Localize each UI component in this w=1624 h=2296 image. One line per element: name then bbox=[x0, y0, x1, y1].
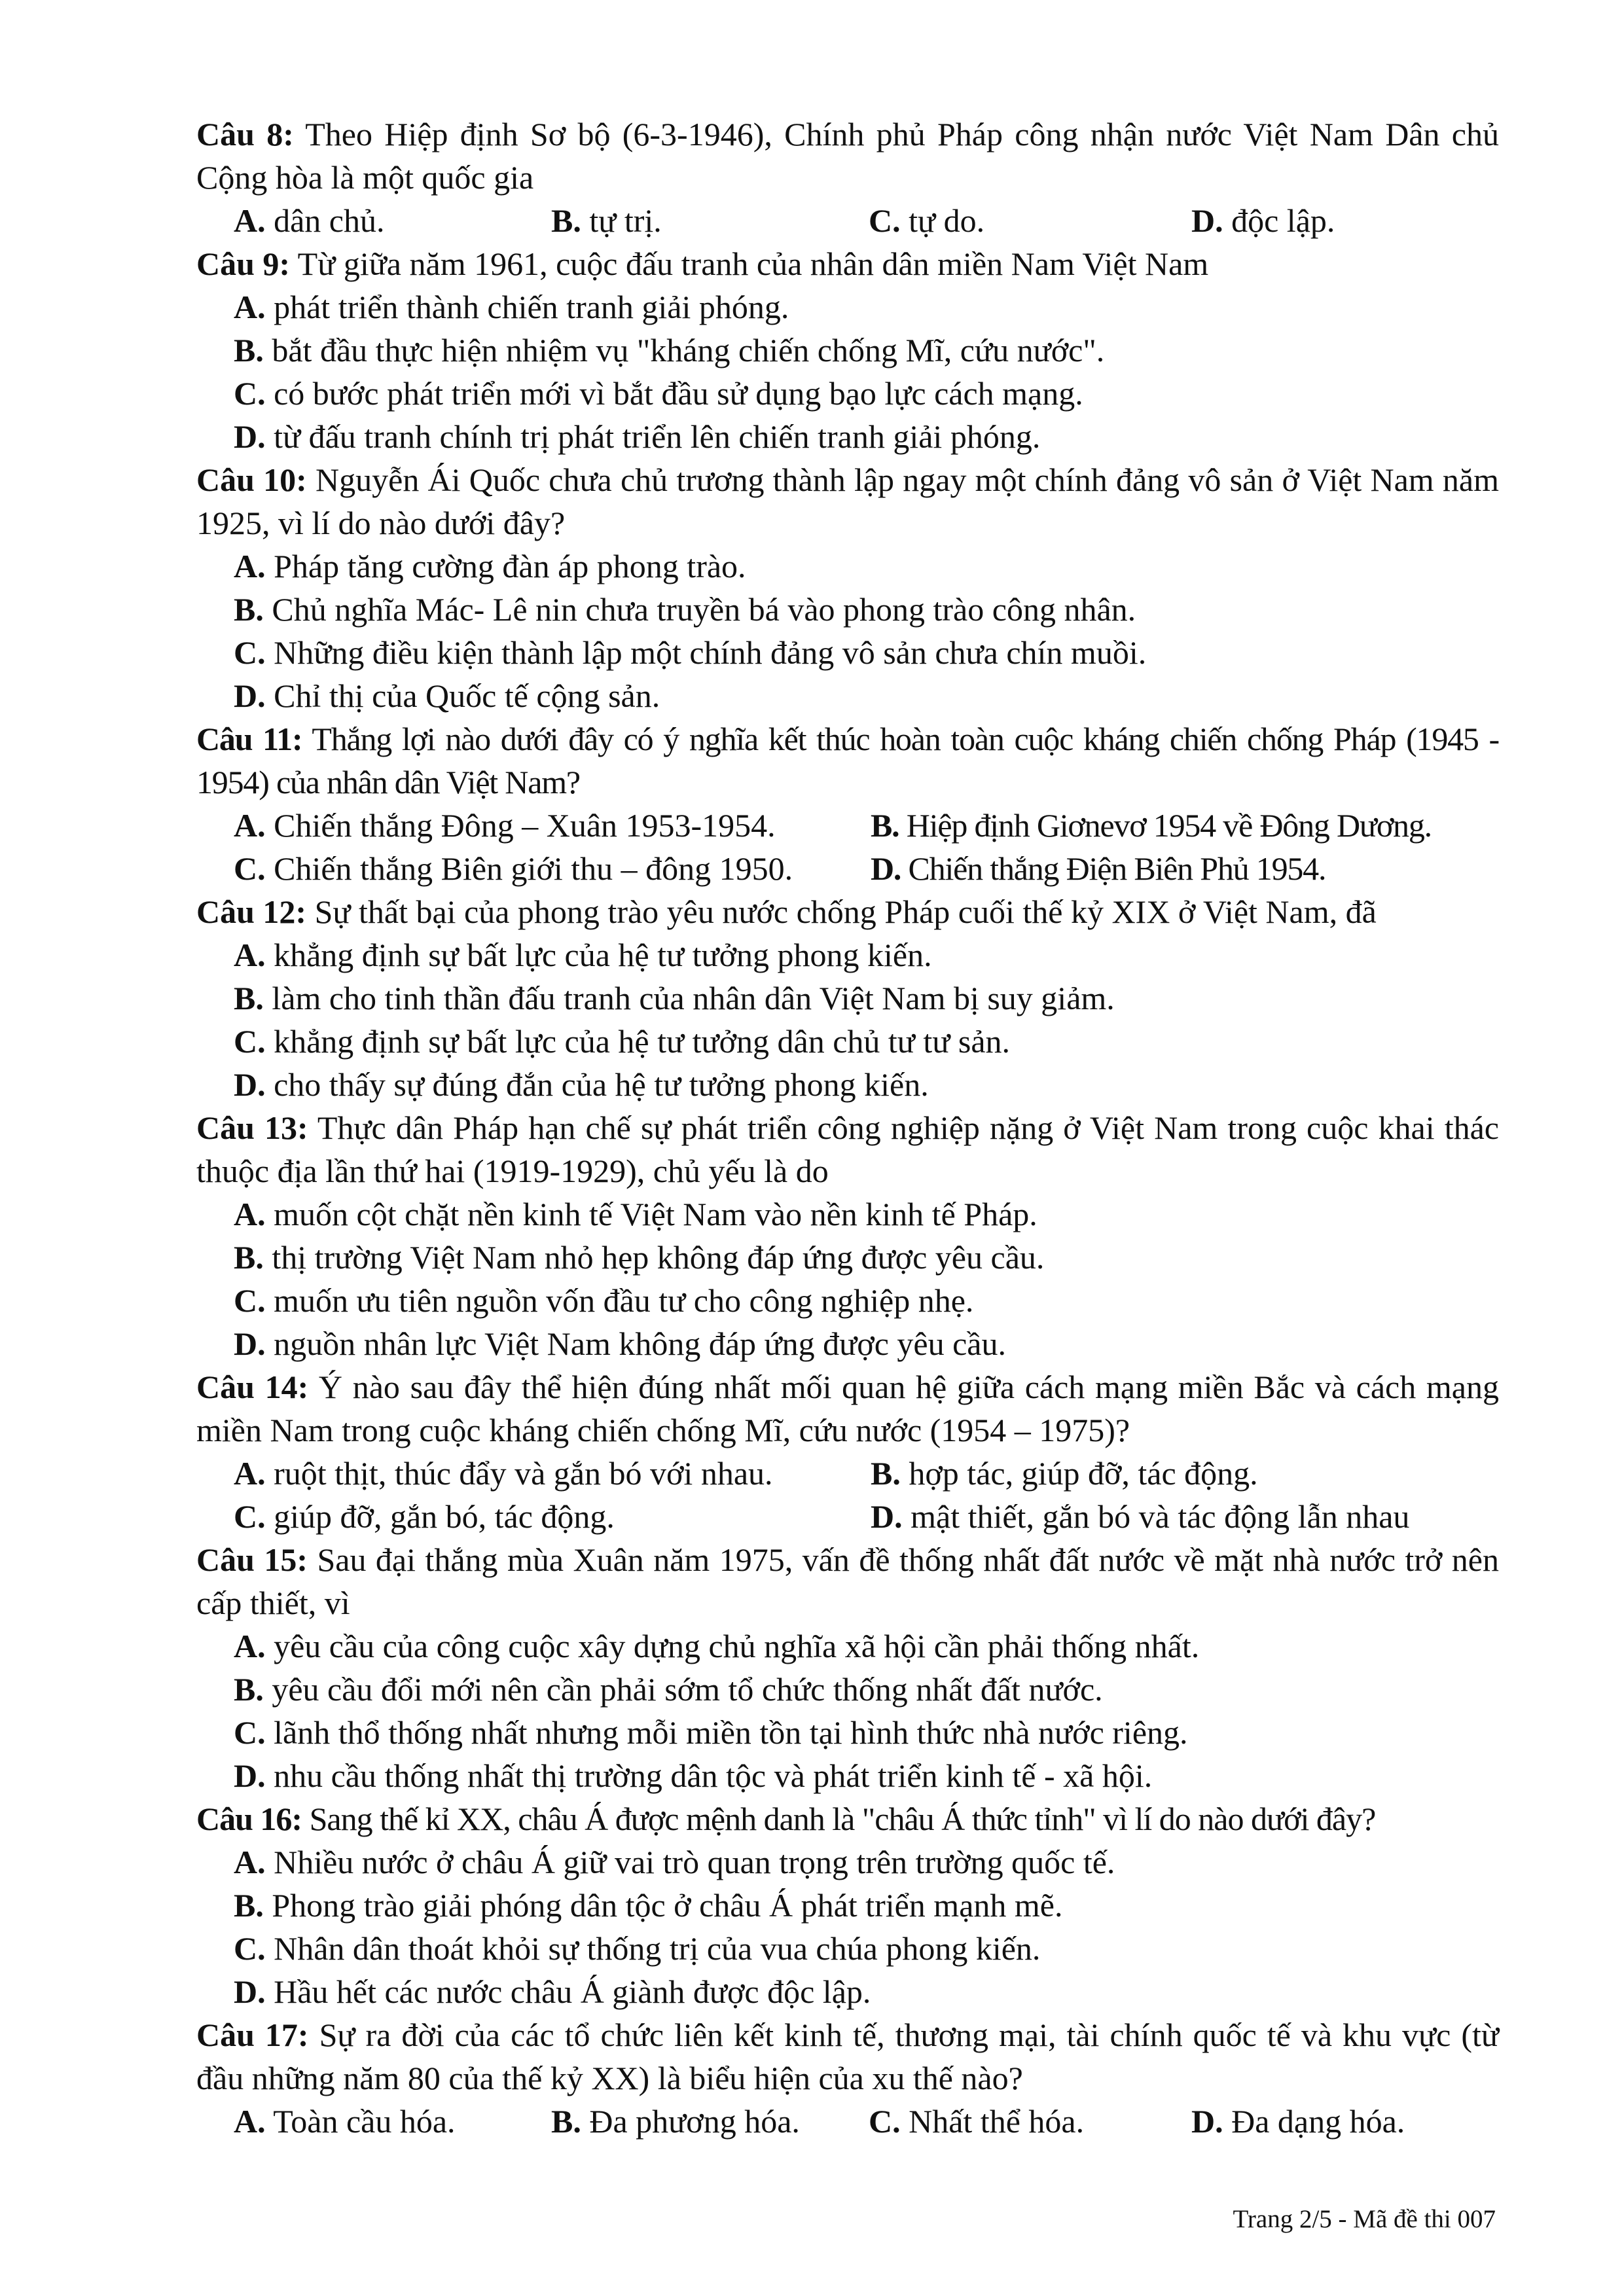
question-text: Thực dân Pháp hạn chế sự phát triển công nghiệp nặng ở Việt Nam trong cuộc khai thác thuộc địa lần thứ hai (1919-1929), chủ yếu là do bbox=[196, 1109, 1499, 1189]
question-15 bbox=[196, 1538, 1499, 1797]
option-a: A. dân chủ. bbox=[234, 202, 385, 239]
question-number: Câu 14: bbox=[196, 1369, 309, 1405]
question-number: Câu 10: bbox=[196, 461, 307, 498]
options-row bbox=[234, 2100, 1499, 2143]
option-c: C. lãnh thổ thống nhất nhưng mỗi miền tồn tại hình thức nhà nước riêng. bbox=[234, 1714, 1188, 1751]
option-d: D. Hầu hết các nước châu Á giành được độc lập. bbox=[234, 1973, 871, 2010]
option-c: C. Những điều kiện thành lập một chính đảng vô sản chưa chín muồi. bbox=[234, 634, 1147, 671]
option-c: C. có bước phát triển mới vì bắt đầu sử dụng bạo lực cách mạng. bbox=[234, 375, 1083, 412]
option-a: A. Chiến thắng Đông – Xuân 1953-1954. bbox=[234, 807, 776, 844]
option-b: B. tự trị. bbox=[551, 202, 662, 239]
question-10 bbox=[196, 458, 1499, 717]
option-a: A. muốn cột chặt nền kinh tế Việt Nam vào nền kinh tế Pháp. bbox=[234, 1196, 1038, 1232]
option-d: D. độc lập. bbox=[1191, 202, 1335, 239]
page-footer: Trang 2/5 - Mã đề thi 007 bbox=[1233, 2205, 1496, 2233]
option-d: D. Chỉ thị của Quốc tế cộng sản. bbox=[234, 677, 660, 714]
option-a: A. phát triển thành chiến tranh giải phóng. bbox=[234, 289, 789, 325]
option-b: B. hợp tác, giúp đỡ, tác động. bbox=[871, 1455, 1258, 1492]
option-d: D. từ đấu tranh chính trị phát triển lên chiến tranh giải phóng. bbox=[234, 418, 1041, 455]
question-number: Câu 17: bbox=[196, 2017, 309, 2053]
option-b: B. Đa phương hóa. bbox=[551, 2103, 800, 2140]
option-c: C. khẳng định sự bất lực của hệ tư tưởng dân chủ tư tư sản. bbox=[234, 1023, 1011, 1060]
option-c: C. muốn ưu tiên nguồn vốn đầu tư cho công nghiệp nhẹ. bbox=[234, 1282, 974, 1319]
question-11 bbox=[196, 717, 1499, 890]
question-9 bbox=[196, 242, 1499, 458]
options-stack bbox=[234, 933, 1499, 1106]
option-a: A. Pháp tăng cường đàn áp phong trào. bbox=[234, 548, 746, 584]
question-14 bbox=[196, 1365, 1499, 1538]
question-text: Thắng lợi nào dưới đây có ý nghĩa kết thúc hoàn toàn cuộc kháng chiến chống Pháp (1945 - 1954) của nhân dân Việt Nam? bbox=[196, 721, 1499, 800]
question-text: Sau đại thắng mùa Xuân năm 1975, vấn đề thống nhất đất nước về mặt nhà nước trở nên cấp thiết, vì bbox=[196, 1541, 1499, 1621]
question-number: Câu 12: bbox=[196, 893, 307, 930]
question-number: Câu 11: bbox=[196, 721, 302, 757]
question-stem bbox=[196, 113, 1499, 199]
question-12 bbox=[196, 890, 1499, 1106]
option-b: B. Hiệp định Giơnevơ 1954 về Đông Dương. bbox=[871, 807, 1432, 844]
options-stack bbox=[234, 1624, 1499, 1797]
option-b: B. thị trường Việt Nam nhỏ hẹp không đáp ứng được yêu cầu. bbox=[234, 1239, 1045, 1276]
question-list bbox=[196, 113, 1499, 2143]
question-text: Ý nào sau đây thể hiện đúng nhất mối quan hệ giữa cách mạng miền Bắc và cách mạng miền Nam trong cuộc kháng chiến chống Mĩ, cứu nước (1954 – 1975)? bbox=[196, 1369, 1499, 1448]
options-row bbox=[234, 847, 1499, 890]
option-c: C. tự do. bbox=[869, 202, 985, 239]
options-row bbox=[234, 1495, 1499, 1538]
question-number: Câu 13: bbox=[196, 1109, 308, 1146]
question-17 bbox=[196, 2013, 1499, 2143]
question-number: Câu 8: bbox=[196, 116, 294, 152]
question-stem bbox=[196, 2013, 1499, 2100]
option-c: C. Nhân dân thoát khỏi sự thống trị của vua chúa phong kiến. bbox=[234, 1930, 1041, 1967]
question-text: Sang thế kỉ XX, châu Á được mệnh danh là "châu Á thức tỉnh" vì lí do nào dưới đây? bbox=[302, 1801, 1376, 1837]
question-stem bbox=[196, 1538, 1499, 1624]
question-16 bbox=[196, 1797, 1499, 2013]
option-d: D. Chiến thắng Điện Biên Phủ 1954. bbox=[871, 850, 1326, 887]
question-stem bbox=[196, 1106, 1499, 1193]
option-b: B. yêu cầu đổi mới nên cần phải sớm tổ chức thống nhất đất nước. bbox=[234, 1671, 1103, 1708]
options-stack bbox=[234, 285, 1499, 458]
question-stem bbox=[196, 1797, 1499, 1840]
options-row bbox=[234, 199, 1499, 242]
options-stack bbox=[234, 1193, 1499, 1365]
option-d: D. nguồn nhân lực Việt Nam không đáp ứng được yêu cầu. bbox=[234, 1325, 1006, 1362]
question-stem bbox=[196, 458, 1499, 545]
option-d: D. Đa dạng hóa. bbox=[1191, 2103, 1405, 2140]
options-row bbox=[234, 1452, 1499, 1495]
option-b: B. bắt đầu thực hiện nhiệm vụ "kháng chiến chống Mĩ, cứu nước". bbox=[234, 332, 1105, 368]
question-text: Nguyễn Ái Quốc chưa chủ trương thành lập ngay một chính đảng vô sản ở Việt Nam năm 1925, vì lí do nào dưới đây? bbox=[196, 461, 1500, 541]
options-row bbox=[234, 804, 1499, 847]
option-b: B. làm cho tinh thần đấu tranh của nhân dân Việt Nam bị suy giảm. bbox=[234, 980, 1115, 1016]
question-text: Sự ra đời của các tổ chức liên kết kinh tế, thương mại, tài chính quốc tế và khu vực (từ đầu những năm 80 của thế kỷ XX) là biểu hiện của xu thế nào? bbox=[196, 2017, 1499, 2096]
options-stack bbox=[234, 545, 1499, 717]
question-stem bbox=[196, 890, 1499, 933]
question-8 bbox=[196, 113, 1499, 242]
question-stem bbox=[196, 242, 1499, 285]
option-a: A. ruột thịt, thúc đẩy và gắn bó với nhau. bbox=[234, 1455, 773, 1492]
option-d: D. mật thiết, gắn bó và tác động lẫn nhau bbox=[871, 1498, 1410, 1535]
option-a: A. Nhiều nước ở châu Á giữ vai trò quan trọng trên trường quốc tế. bbox=[234, 1844, 1115, 1880]
option-a: A. yêu cầu của công cuộc xây dựng chủ nghĩa xã hội cần phải thống nhất. bbox=[234, 1628, 1200, 1664]
question-number: Câu 15: bbox=[196, 1541, 308, 1578]
option-c: C. Nhất thể hóa. bbox=[869, 2103, 1085, 2140]
question-number: Câu 9: bbox=[196, 245, 291, 282]
option-b: B. Chủ nghĩa Mác- Lê nin chưa truyền bá vào phong trào công nhân. bbox=[234, 591, 1136, 628]
question-stem bbox=[196, 717, 1499, 804]
options-stack bbox=[234, 1840, 1499, 2013]
option-b: B. Phong trào giải phóng dân tộc ở châu Á phát triển mạnh mẽ. bbox=[234, 1887, 1063, 1924]
question-text: Sự thất bại của phong trào yêu nước chống Pháp cuối thế kỷ XIX ở Việt Nam, đã bbox=[306, 893, 1377, 930]
question-text: Theo Hiệp định Sơ bộ (6-3-1946), Chính phủ Pháp công nhận nước Việt Nam Dân chủ Cộng hòa là một quốc gia bbox=[196, 116, 1499, 196]
question-text: Từ giữa năm 1961, cuộc đấu tranh của nhân dân miền Nam Việt Nam bbox=[290, 245, 1209, 282]
option-c: C. Chiến thắng Biên giới thu – đông 1950. bbox=[234, 850, 793, 887]
option-c: C. giúp đỡ, gắn bó, tác động. bbox=[234, 1498, 615, 1535]
question-number: Câu 16: bbox=[196, 1801, 302, 1837]
question-stem bbox=[196, 1365, 1499, 1452]
option-d: D. cho thấy sự đúng đắn của hệ tư tưởng phong kiến. bbox=[234, 1066, 929, 1103]
option-a: A. khẳng định sự bất lực của hệ tư tưởng phong kiến. bbox=[234, 937, 932, 973]
question-13 bbox=[196, 1106, 1499, 1365]
option-d: D. nhu cầu thống nhất thị trường dân tộc và phát triển kinh tế - xã hội. bbox=[234, 1757, 1153, 1794]
option-a: A. Toàn cầu hóa. bbox=[234, 2103, 456, 2140]
